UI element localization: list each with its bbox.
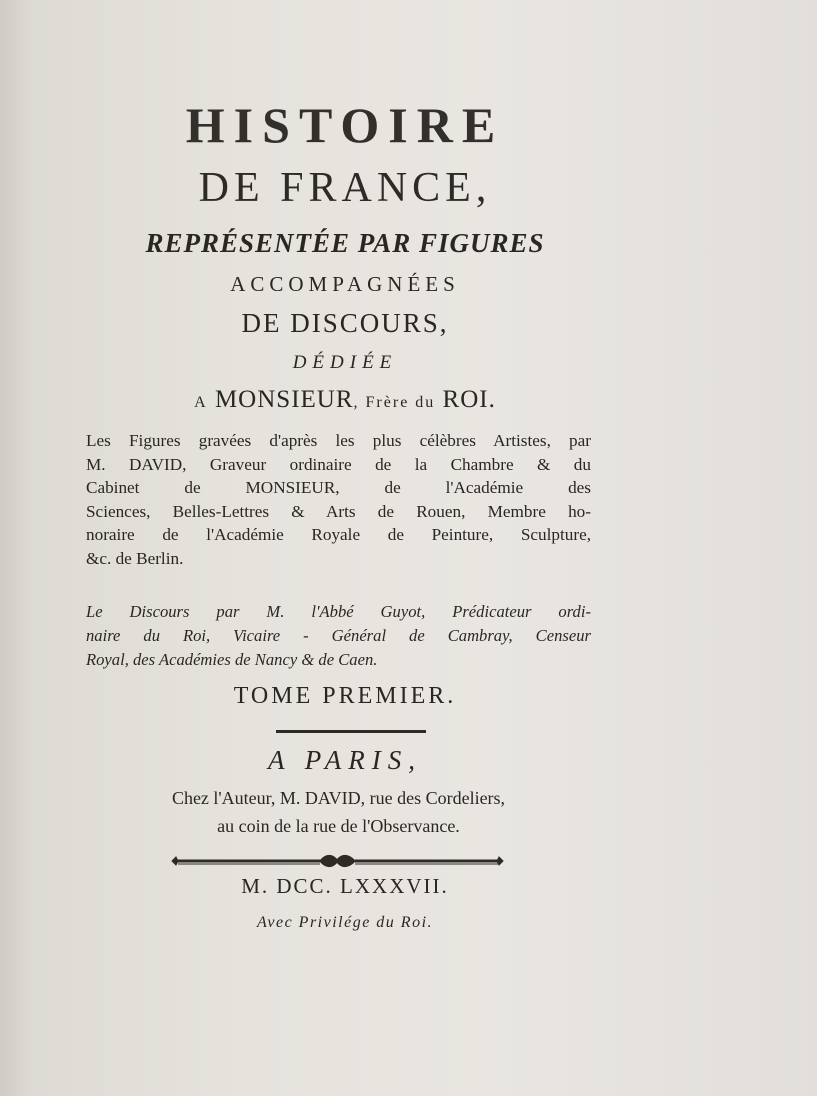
figures-line: M. DAVID, Graveur ordinaire de la Chambre & du bbox=[86, 454, 591, 474]
privilege-label: Avec Privilége du Roi. bbox=[256, 914, 434, 931]
ornamental-divider bbox=[170, 852, 505, 870]
publisher-line-2: au coin de la rue de l'Observance. bbox=[217, 816, 460, 836]
figures-line: Cabinet de MONSIEUR, de l'Académie des bbox=[86, 478, 591, 498]
dedication-line bbox=[0, 386, 690, 414]
figures-paragraph bbox=[86, 429, 591, 571]
discours-line: naire du Roi, Vicaire - Général de Cambray, Censeur bbox=[86, 626, 591, 645]
figures-line: noraire de l'Académie Royale de Peinture, Sculpture, bbox=[86, 525, 591, 545]
subtitle-representee: REPRÉSENTÉE PAR FIGURES bbox=[145, 228, 545, 258]
dedication-monsieur: MONSIEUR bbox=[214, 386, 354, 413]
subtitle-accompagnees: ACCOMPAGNÉES bbox=[230, 272, 460, 296]
dedication-roi: ROI. bbox=[442, 386, 496, 413]
title-histoire: HISTOIRE bbox=[185, 97, 505, 153]
title-de-france: DE FRANCE, bbox=[198, 165, 492, 211]
dedication-frere: , Frère du bbox=[353, 394, 436, 411]
discours-line: Royal, des Académies de Nancy & de Caen. bbox=[86, 650, 378, 669]
discours-line: Le Discours par M. l'Abbé Guyot, Prédicateur ordi- bbox=[86, 602, 591, 621]
figures-line: Les Figures gravées d'après les plus célèbres Artistes, par bbox=[86, 431, 591, 450]
city-label: A PARIS, bbox=[268, 745, 422, 775]
tome-label: TOME PREMIER. bbox=[233, 683, 457, 709]
year-label: M. DCC. LXXXVII. bbox=[241, 874, 449, 898]
publisher-line-1: Chez l'Auteur, M. DAVID, rue des Cordeliers, bbox=[171, 788, 506, 808]
figures-line: Sciences, Belles-Lettres & Arts de Rouen, Membre ho- bbox=[86, 501, 591, 521]
figures-line: &c. de Berlin. bbox=[86, 548, 184, 568]
dediee-label: DÉDIÉE bbox=[292, 352, 398, 373]
subtitle-de-discours: DE DISCOURS, bbox=[241, 308, 449, 338]
discours-paragraph bbox=[86, 600, 591, 672]
horizontal-rule bbox=[276, 730, 426, 733]
dedication-a: A bbox=[194, 394, 208, 411]
